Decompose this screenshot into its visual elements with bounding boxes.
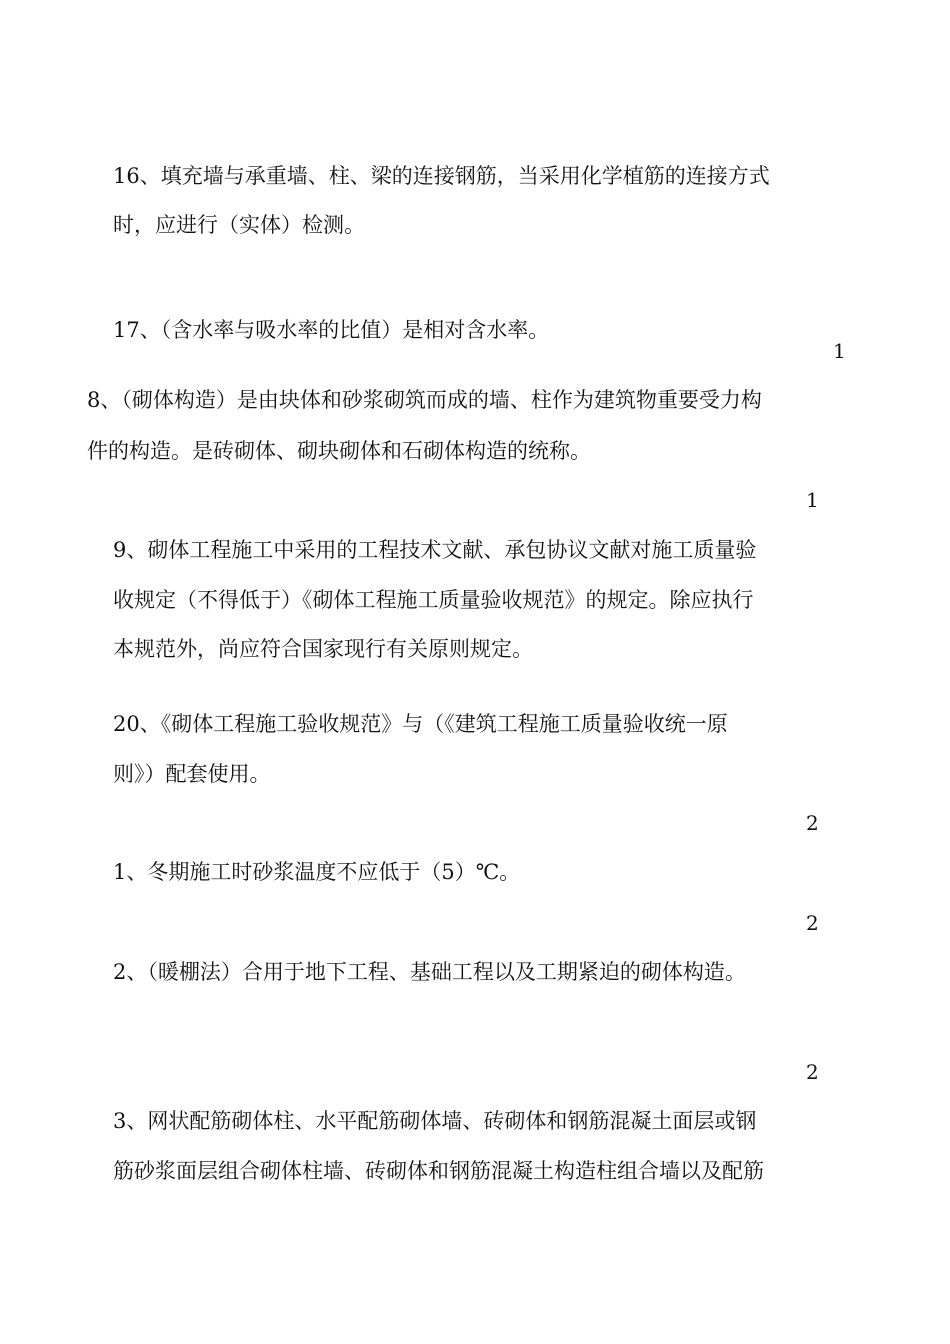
page-number-marker: 1 — [833, 339, 846, 363]
text-line: 收规定（不得低于）《砌体工程施工质量验收规范》的规定。除应执行 — [113, 588, 754, 612]
page-number-marker: 2 — [806, 1060, 819, 1084]
text-line: 3、网状配筋砌体柱、水平配筋砌体墙、砖砌体和钢筋混凝土面层或钢 — [113, 1109, 757, 1133]
text-line: 本规范外，尚应符合国家现行有关原则规定。 — [113, 637, 533, 661]
text-line: 件的构造。是砖砌体、砌块砌体和石砌体构造的统称。 — [87, 439, 591, 463]
page-number-marker: 2 — [806, 911, 819, 935]
text-line: 筋砂浆面层组合砌体柱墙、砖砌体和钢筋混凝土构造柱组合墙以及配筋 — [113, 1159, 764, 1183]
text-line: 时，应进行（实体）检测。 — [113, 213, 365, 237]
page-number-marker: 2 — [806, 811, 819, 835]
text-line: 则》）配套使用。 — [113, 762, 271, 786]
text-line: 17、（含水率与吸水率的比值）是相对含水率。 — [113, 318, 550, 342]
text-line: 2、（暖棚法）合用于地下工程、基础工程以及工期紧迫的砌体构造。 — [113, 960, 746, 984]
page-number-marker: 1 — [806, 488, 819, 512]
text-line: 8、（砌体构造）是由块体和砂浆砌筑而成的墙、柱作为建筑物重要受力构 — [87, 388, 762, 412]
text-line: 9、砌体工程施工中采用的工程技术文献、承包协议文献对施工质量验 — [113, 538, 757, 562]
text-line: 16、填充墙与承重墙、柱、梁的连接钢筋，当采用化学植筋的连接方式 — [113, 164, 770, 188]
text-line: 20、《砌体工程施工验收规范》与（《建筑工程施工质量验收统一原 — [113, 712, 728, 736]
text-line: 1、冬期施工时砂浆温度不应低于（5）℃。 — [113, 860, 521, 884]
